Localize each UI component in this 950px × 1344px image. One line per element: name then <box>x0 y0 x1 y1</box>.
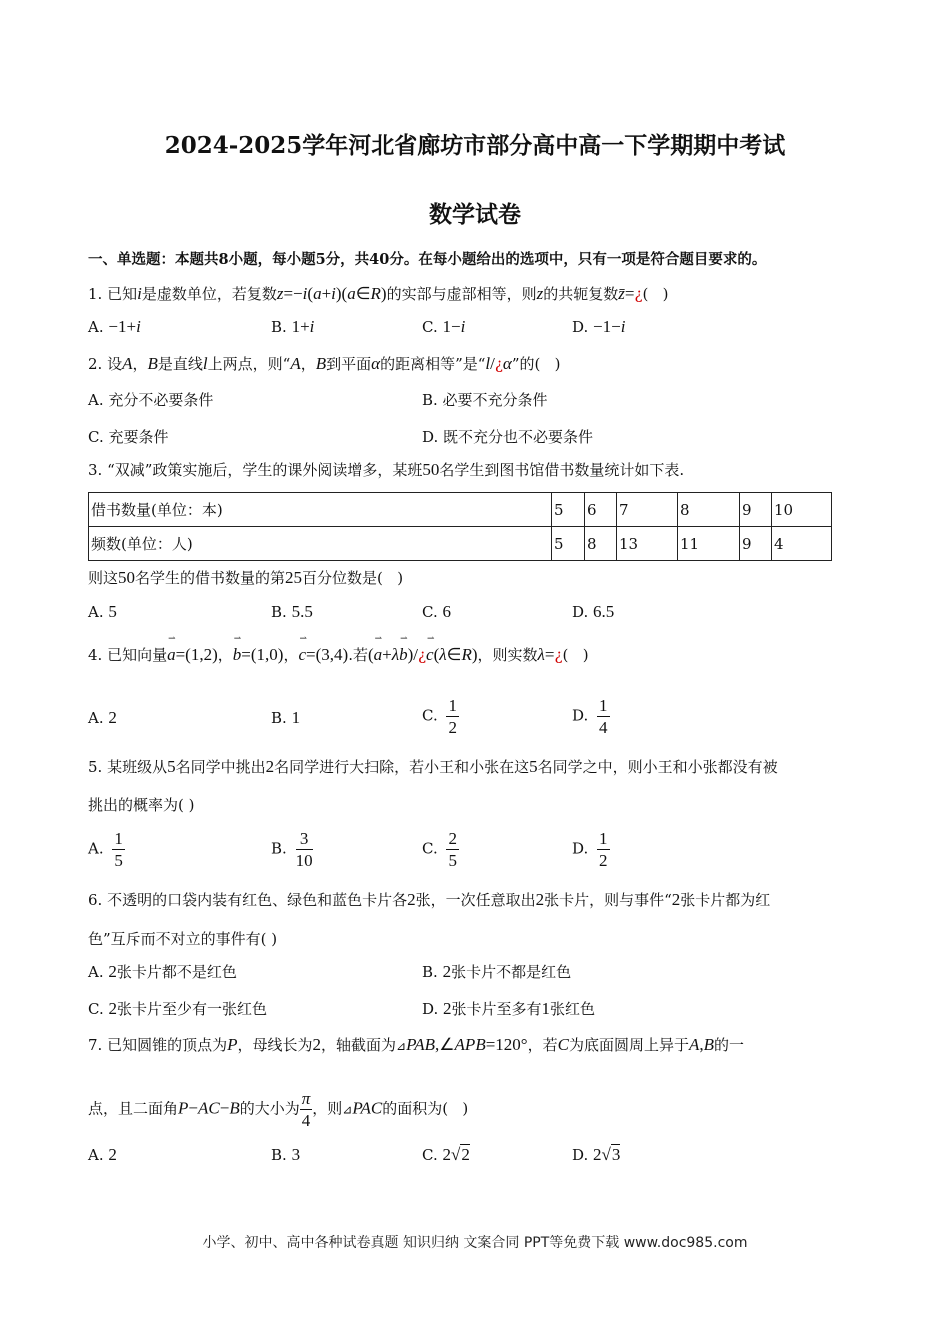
question-5-option-d: D. $\frac{1}{2}$ <box>572 829 608 870</box>
question-6-stem-line1: 6. 不透明的口袋内装有红色、绿色和蓝色卡片各2张，一次任意取出2张卡片，则与事件“2张卡片都为红 <box>88 890 771 909</box>
question-6-option-c: C. 2张卡片至少有一张红色 <box>88 999 267 1018</box>
question-1-option-a: A. −1+i <box>88 317 141 336</box>
question-4-option-b: B. 1 <box>271 708 301 727</box>
table-cell: 8 <box>585 527 617 561</box>
table-cell: 6 <box>585 493 617 527</box>
question-7-stem-line1: 7. 已知圆锥的顶点为P，母线长为2，轴截面为⊿PAB,∠APB=120°，若C为底面圆周上异于A,B的一 <box>88 1035 745 1054</box>
question-7-option-d: D. 2√3 <box>572 1145 621 1164</box>
question-5-option-b: B. $\frac{3}{10}$ <box>271 829 313 870</box>
table-row <box>89 493 832 527</box>
question-1-option-c: C. 1−i <box>422 317 466 336</box>
table-cell: 11 <box>678 527 740 561</box>
question-5-stem-line1: 5. 某班级从5名同学中挑出2名同学进行大扫除，若小王和小张在这5名同学之中，则小王和小张都没有被 <box>88 757 778 776</box>
table-cell: 5 <box>552 493 585 527</box>
question-5-option-a: A. $\frac{1}{5}$ <box>88 829 123 870</box>
question-7-option-c: C. 2√2 <box>422 1145 470 1164</box>
exam-subtitle: 数学试卷 <box>429 201 521 228</box>
table-row <box>89 527 832 561</box>
question-3-option-d: D. 6.5 <box>572 602 615 621</box>
question-5-stem-line2: 挑出的概率为( ) <box>88 796 195 814</box>
question-2-option-d: D. 既不充分也不必要条件 <box>422 428 594 446</box>
question-4-option-c: C. $\frac{1}{2}$ <box>422 696 457 737</box>
table-cell: 9 <box>740 493 772 527</box>
question-4-option-a: A. 2 <box>88 708 117 727</box>
table-cell: 频数(单位：人) <box>89 527 552 561</box>
question-3-option-c: C. 6 <box>422 602 451 621</box>
question-1-option-d: D. −1−i <box>572 317 626 336</box>
question-6-stem-line2: 色”互斥而不对立的事件有( ) <box>88 930 278 948</box>
table-cell: 7 <box>617 493 678 527</box>
table-cell: 4 <box>772 527 832 561</box>
exam-title: 2024-2025学年河北省廊坊市部分高中高一下学期期中考试 <box>164 132 786 159</box>
question-2-stem: 2. 设A，B是直线l上两点，则“A，B到平面α的距离相等”是“l/¿α”的( ) <box>88 354 561 373</box>
question-6-option-b: B. 2张卡片不都是红色 <box>422 962 572 981</box>
section-heading: 一、单选题：本题共8小题，每小题5分，共40分。在每小题给出的选项中，只有一项是符合题目要求的。 <box>88 251 767 268</box>
question-3-option-b: B. 5.5 <box>271 602 313 621</box>
question-7-option-a: A. 2 <box>88 1145 117 1164</box>
table-cell: 10 <box>772 493 832 527</box>
question-7-option-b: B. 3 <box>271 1145 301 1164</box>
question-3-option-a: A. 5 <box>88 602 117 621</box>
question-2-option-c: C. 充要条件 <box>88 428 169 446</box>
question-6-option-a: A. 2张卡片都不是红色 <box>88 962 237 981</box>
page-footer: 小学、初中、高中各种试卷真题 知识归纳 文案合同 PPT等免费下载 www.doc985.com <box>202 1235 748 1251</box>
table-cell: 9 <box>740 527 772 561</box>
question-1-option-b: B. 1+i <box>271 317 315 336</box>
question-2-option-a: A. 充分不必要条件 <box>88 391 214 409</box>
question-3-followup: 则这50名学生的借书数量的第25百分位数是( ) <box>88 568 404 587</box>
question-1-stem: 1. 已知i是虚数单位，若复数z=−i(a+i)(a∈R)的实部与虚部相等，则z的共轭复数z̄=¿( ) <box>88 284 669 303</box>
table-cell: 借书数量(单位：本) <box>89 493 552 527</box>
question-4-stem: 4. 已知向量⇀ a=(1,2)，⇀ b=(1,0)，⇀ c=(3,4).若(⇀ a+λ⇀ b)/¿⇀ c(λ∈R)，则实数λ=¿( ) <box>88 644 589 665</box>
question-7-stem-line2: 点，且二面角P−AC−B的大小为 $\frac{\pi}{4}$ ，则⊿PAC的面积为( ) <box>88 1089 469 1130</box>
question-5-option-c: C. $\frac{2}{5}$ <box>422 829 457 870</box>
question-6-option-d: D. 2张卡片至多有1张红色 <box>422 999 596 1018</box>
table-cell: 8 <box>678 493 740 527</box>
table-cell: 5 <box>552 527 585 561</box>
question-4-option-d: D. $\frac{1}{4}$ <box>572 696 608 737</box>
table-cell: 13 <box>617 527 678 561</box>
question-3-stem: 3. “双减”政策实施后，学生的课外阅读增多，某班50名学生到图书馆借书数量统计如下表. <box>88 460 685 479</box>
borrow-count-table <box>88 492 832 561</box>
question-2-option-b: B. 必要不充分条件 <box>422 391 548 409</box>
